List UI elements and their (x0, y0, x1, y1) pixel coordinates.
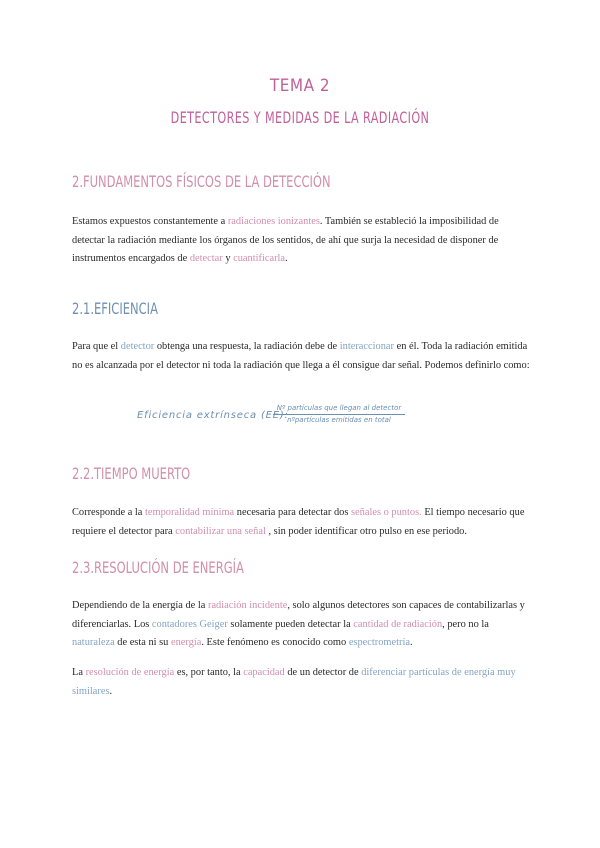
highlight: señales o puntos. (351, 507, 422, 518)
highlight: diferenciar partículas de energía muy similares (72, 667, 516, 697)
formula-denominator: nºpartículas emitidas en total (287, 416, 391, 424)
section-2-3-paragraph-1 (72, 597, 532, 653)
highlight: cantidad de radiación (353, 618, 443, 630)
formula-numerator: Nº partículas que llegan al detector (273, 404, 405, 415)
text: obtenga una respuesta, la radiación debe de (154, 341, 340, 352)
text: La (72, 667, 86, 678)
highlight: detectar (189, 253, 223, 264)
text: Dependiendo de la energía de la (72, 600, 208, 611)
highlight: contadores Geiger (151, 618, 228, 630)
highlight: radiación incidente (207, 600, 288, 611)
text: de un detector de (284, 667, 362, 678)
text: en él. Toda la radiación emitida no es alcanzada por el detector ni toda la radiación que llega a él consigue dar señal. Podemos definirlo como: (72, 341, 530, 371)
section-2-1-heading: 2.1.EFICIENCIA (72, 299, 158, 318)
highlight: capacidad (243, 667, 285, 678)
section-2-paragraph (72, 213, 532, 269)
text: . (409, 637, 413, 648)
highlight: cuantificarla (233, 253, 286, 264)
text: . (109, 685, 113, 697)
highlight: radiaciones ionizantes (227, 216, 320, 227)
text: . Este fenómeno es conocido como (201, 637, 349, 648)
text: solamente pueden detectar la (227, 618, 354, 630)
section-2-2-paragraph (72, 504, 532, 541)
highlight: interaccionar (339, 341, 394, 352)
text: Corresponde a la (72, 507, 145, 518)
text: . También se estableció la imposibilidad de detectar la radiación mediante los órganos de los sentidos, de ahí que surja la necesidad de disponer de instrumentos encargados de (72, 216, 499, 264)
text: . (285, 253, 288, 264)
highlight: naturaleza (72, 637, 115, 648)
text: Estamos expuestos constantemente a (72, 216, 228, 227)
highlight: resolución de energía (85, 667, 175, 678)
doc-title-line1: TEMA 2 (269, 76, 331, 96)
section-2-1-paragraph (72, 338, 532, 375)
highlight: detector (120, 341, 155, 352)
section-2-2-heading: 2.2.TIEMPO MUERTO (72, 464, 191, 483)
section-2-heading: 2.FUNDAMENTOS FÍSICOS DE LA DETECCIÓN (72, 172, 331, 191)
highlight: contabilizar una señal (175, 525, 266, 537)
text: , solo algunos detectores son capaces de contabilizarlas y diferenciarlas. Los (72, 600, 525, 630)
text: El tiempo necesario que requiere el detector para (72, 507, 525, 537)
text: es, por tanto, la (174, 667, 244, 678)
text: Para que el (72, 341, 121, 352)
section-2-3-heading: 2.3.RESOLUCIÓN DE ENERGÍA (72, 558, 244, 577)
highlight: temporalidad mínima (145, 507, 235, 518)
text: , pero no la (442, 618, 489, 630)
highlight: energía (170, 637, 202, 648)
text: necesaria para detectar dos (234, 507, 351, 518)
text: y (222, 253, 234, 264)
text: de esta ni su (114, 637, 171, 648)
highlight: espectrometría (348, 637, 410, 648)
text: , sin poder identificar otro pulso en ese periodo. (265, 525, 467, 537)
formula-fraction (273, 404, 405, 425)
section-2-3-paragraph-2 (72, 664, 532, 701)
doc-title-line2: DETECTORES Y MEDIDAS DE LA RADIACIÓN (170, 108, 430, 127)
formula-lhs: Eficiencia extrínseca (EE): (137, 410, 289, 421)
